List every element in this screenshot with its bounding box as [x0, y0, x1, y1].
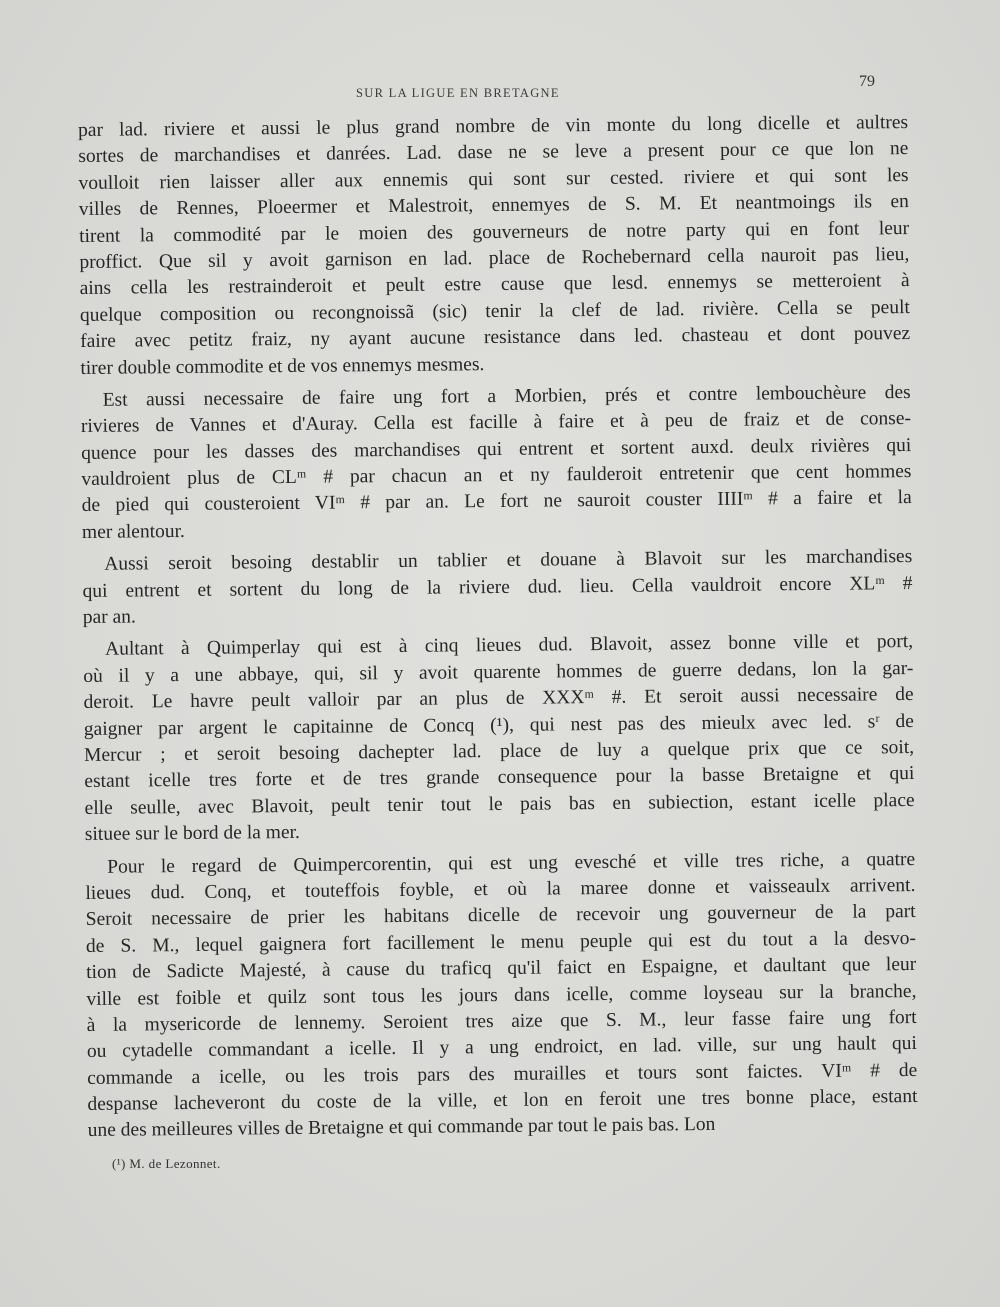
paragraph [85, 847, 918, 1145]
text-line: où il y a une abbaye, qui, sil y avoit quarente hommes de guerre dedans, lon la gar- [83, 657, 914, 687]
text-line: Aussi seroit besoing destablir un tablier et douane à Blavoit sur les marchandises [104, 546, 913, 576]
text-line: Seroit necessaire de prier les habitans dicelle de recevoir ung gouverneur de la part [85, 901, 916, 931]
text-line: proffict. Que sil y avoit garnison en lad. place de Rochebernard cella nauroit pas lieu, [79, 243, 910, 273]
text-line: tion de Sadicte Majesté, à cause du traficq qu'il faict en Espaigne, et daultant que leur [86, 954, 917, 984]
text-line: ville est foible et quilz sont tous les jours dans icelle, comme loyseau sur la branche, [86, 980, 917, 1010]
text-line: ou cytadelle commandant a icelle. Il y a ung endroict, en lad. ville, sur ung hault qui [86, 1033, 918, 1063]
text-line: quence pour les dasses des marchandises qui entrent et sortent auxd. deulx rivières qui [81, 434, 912, 464]
text-line: Est aussi necessaire de faire ung fort a Morbien, prés et contre lembouchèure des [102, 381, 911, 411]
text-line: gaigner par argent le capitainne de Concq (¹), qui nest pas des mieulx avec led. sʳ de [83, 710, 914, 740]
text-line: faire avec petitz fraiz, ny ayant aucune resistance dans led. chasteau et dont pouvez [80, 323, 911, 353]
text-line: mer alentour. [81, 520, 185, 543]
paragraph [78, 110, 910, 382]
text-line: de S. M., lequel gaignera fort facillement le menu peuple qui est du tout a la desvo- [85, 927, 917, 957]
text-line: rivieres de Vannes et d'Auray. Cella est facille à faire et à peu de fraiz et de conse- [80, 408, 912, 438]
paragraph [82, 544, 913, 631]
text-line: estant icelle tres forte et de tres grande consequence pour la basse Bretaigne et qui [84, 763, 915, 793]
body-text [78, 110, 918, 1151]
text-line: villes de Rennes, Ploeermer et Malestroit, ennemyes de S. M. Et neantmoings ils en [78, 191, 909, 221]
text-line: vauldroient plus de CLᵐ # par chacun an et ny faulderoit entretenir que cent hommes [81, 461, 912, 491]
running-head: SUR LA LIGUE EN BRETAGNE [356, 86, 560, 100]
text-line: Pour le regard de Quimpercorentin, qui est ung evesché et ville tres riche, a quatre [107, 848, 916, 878]
text-line: tirer double commodite et de vos ennemys mesmes. [80, 353, 485, 379]
text-line: Aultant à Quimperlay qui est à cinq lieues dud. Blavoit, assez bonne ville et port, [105, 631, 914, 661]
text-line: lieues dud. Conq, et touteffois foyble, et où la maree donne et vaisseaulx arrivent. [85, 874, 916, 904]
footnote: (¹) M. de Lezonnet. [112, 1156, 221, 1171]
text-line: situee sur le bord de la mer. [84, 822, 300, 846]
paragraph [81, 380, 912, 546]
text-line: à la mysericorde de lennemy. Seroient tres aize que S. M., leur fasse faire ung fort [86, 1006, 917, 1036]
text-line: par an. [82, 606, 136, 629]
text-line: voulloit rien laisser aller aux ennemis qui sont sur cested. riviere et qui sont les [78, 164, 909, 194]
text-line: ains cella les restrainderoit et peult estre cause que lesd. ennemys se metteroient à [79, 270, 910, 300]
text-line: deroit. Le havre peult valloir par an plus de XXXᵐ #. Et seroit aussi necessaire de [83, 684, 914, 714]
text-line: commande a icelle, ou les trois pars des murailles et tours sont faictes. VIᵐ # de [87, 1059, 918, 1089]
text-line: despanse lacheveront du coste de la ville, et lon en feroit une tres bonne place, estant [87, 1086, 918, 1116]
paragraph [83, 629, 915, 848]
text-line: qui entrent et sortent du long de la riviere dud. lieu. Cella vauldroit encore XLᵐ # [82, 572, 913, 602]
text-line: de pied qui cousteroient VIᵐ # par an. Le fort ne sauroit couster IIIIᵐ # a faire et la [81, 487, 912, 517]
page-number: 79 [859, 73, 875, 90]
text-line: tirent la commodité par le moien des gouverneurs de notre party qui en font leur [79, 217, 910, 247]
text-line: quelque composition ou recongnoissã (sic) tenir la clef de lad. rivière. Cella se peult [79, 296, 910, 326]
text-line: Mercur ; et seroit besoing dachepter lad. place de luy a quelque prix que ce soit, [84, 736, 915, 766]
text-line: une des meilleures villes de Bretaigne et qui commande par tout le pais bas. Lon [87, 1114, 716, 1142]
text-line: sortes de marchandises et danrées. Lad. dase ne se leve a present pour ce que lon ne [78, 138, 909, 168]
text-line: elle seulle, avec Blavoit, peult tenir tout le pais bas en subiection, estant icelle place [84, 789, 915, 819]
text-line: par lad. riviere et aussi le plus grand nombre de vin monte du long dicelle et aultres [78, 112, 909, 141]
